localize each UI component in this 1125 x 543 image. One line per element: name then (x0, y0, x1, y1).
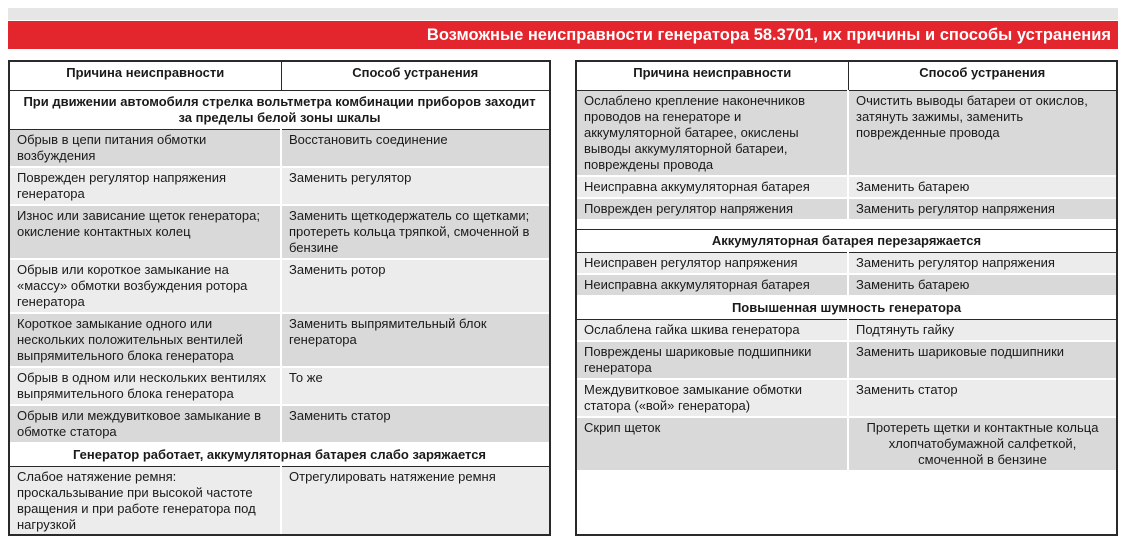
right-table (575, 60, 1118, 536)
table-row (577, 198, 1116, 220)
fix-cell: То же (281, 367, 549, 405)
fix-cell: Заменить регулятор напряжения (848, 253, 1116, 275)
left-table (8, 60, 551, 536)
fix-cell: Заменить шариковые подшипники (848, 341, 1116, 379)
cause-cell: Междувитковое замыкание обмотки статора («вой» генератора) (577, 379, 848, 417)
page-title: Возможные неисправности генератора 58.3701, их причины и способы устранения (8, 21, 1118, 49)
column-header-fix: Способ устранения (281, 62, 549, 91)
fix-cell: Протереть щетки и контактные кольца хлопчатобумажной салфеткой, смоченной в бензине (848, 417, 1116, 471)
table-row (577, 417, 1116, 471)
fix-cell: Заменить ротор (281, 259, 549, 313)
section-heading: Повышенная шумность генератора (577, 296, 1116, 320)
table-row (10, 205, 549, 259)
table-row (577, 341, 1116, 379)
cause-cell: Обрыв или междувитковое замыкание в обмотке статора (10, 405, 281, 443)
table-row (577, 253, 1116, 275)
cause-cell: Поврежден регулятор напряжения (577, 198, 848, 220)
table-row (577, 379, 1116, 417)
table-row (10, 130, 549, 168)
table-row (577, 91, 1116, 177)
cause-cell: Неисправна аккумуляторная батарея (577, 274, 848, 296)
fix-cell: Заменить выпрямительный блок генератора (281, 313, 549, 367)
section-heading: Аккумуляторная батарея перезаряжается (577, 230, 1116, 253)
fix-cell: Восстановить соединение (281, 130, 549, 168)
cause-cell: Слабое натяжение ремня: проскальзывание при высокой частоте вращения и при работе генератора под нагрузкой (10, 467, 281, 537)
fix-cell: Заменить статор (281, 405, 549, 443)
cause-cell: Обрыв в одном или нескольких вентилях выпрямительного блока генератора (10, 367, 281, 405)
fix-cell: Подтянуть гайку (848, 320, 1116, 342)
fix-cell: Заменить статор (848, 379, 1116, 417)
column-header-fix: Способ устранения (848, 62, 1116, 91)
table-row (577, 176, 1116, 198)
cause-cell: Неисправна аккумуляторная батарея (577, 176, 848, 198)
cause-cell: Ослаблена гайка шкива генератора (577, 320, 848, 342)
fix-cell: Заменить батарею (848, 176, 1116, 198)
cause-cell: Износ или зависание щеток генератора; окисление контактных колец (10, 205, 281, 259)
cause-cell: Обрыв в цепи питания обмотки возбуждения (10, 130, 281, 168)
column-header-cause: Причина неисправности (10, 62, 281, 91)
column-header-cause: Причина неисправности (577, 62, 848, 91)
cause-cell: Короткое замыкание одного или нескольких положительных вентилей выпрямительного блока генератора (10, 313, 281, 367)
cause-cell: Обрыв или короткое замыкание на «массу» обмотки возбуждения ротора генератора (10, 259, 281, 313)
cause-cell: Поврежден регулятор напряжения генератора (10, 167, 281, 205)
cause-cell: Скрип щеток (577, 417, 848, 471)
table-row (10, 467, 549, 537)
fix-cell: Заменить щеткодержатель со щетками; протереть кольца тряпкой, смоченной в бензине (281, 205, 549, 259)
table-row (10, 405, 549, 443)
fix-cell: Заменить регулятор напряжения (848, 198, 1116, 220)
cause-cell: Повреждены шариковые подшипники генератора (577, 341, 848, 379)
fix-cell: Заменить регулятор (281, 167, 549, 205)
fix-cell: Заменить батарею (848, 274, 1116, 296)
table-row (10, 259, 549, 313)
table-row (10, 313, 549, 367)
fix-cell: Очистить выводы батареи от окислов, затянуть зажимы, заменить поврежденные провода (848, 91, 1116, 177)
top-strip (8, 8, 1118, 20)
fix-cell: Отрегулировать натяжение ремня (281, 467, 549, 537)
table-row (577, 320, 1116, 342)
table-row (10, 367, 549, 405)
table-row (577, 274, 1116, 296)
cause-cell: Неисправен регулятор напряжения (577, 253, 848, 275)
section-heading: При движении автомобиля стрелка вольтметра комбинации приборов заходит за пределы белой зоны шкалы (10, 91, 549, 130)
section-heading: Генератор работает, аккумуляторная батарея слабо заряжается (10, 443, 549, 467)
cause-cell: Ослаблено крепление наконечников проводов на генераторе и аккумуляторной батарее, окислены выводы аккумуляторной батареи, повреждены провода (577, 91, 848, 177)
table-row (10, 167, 549, 205)
